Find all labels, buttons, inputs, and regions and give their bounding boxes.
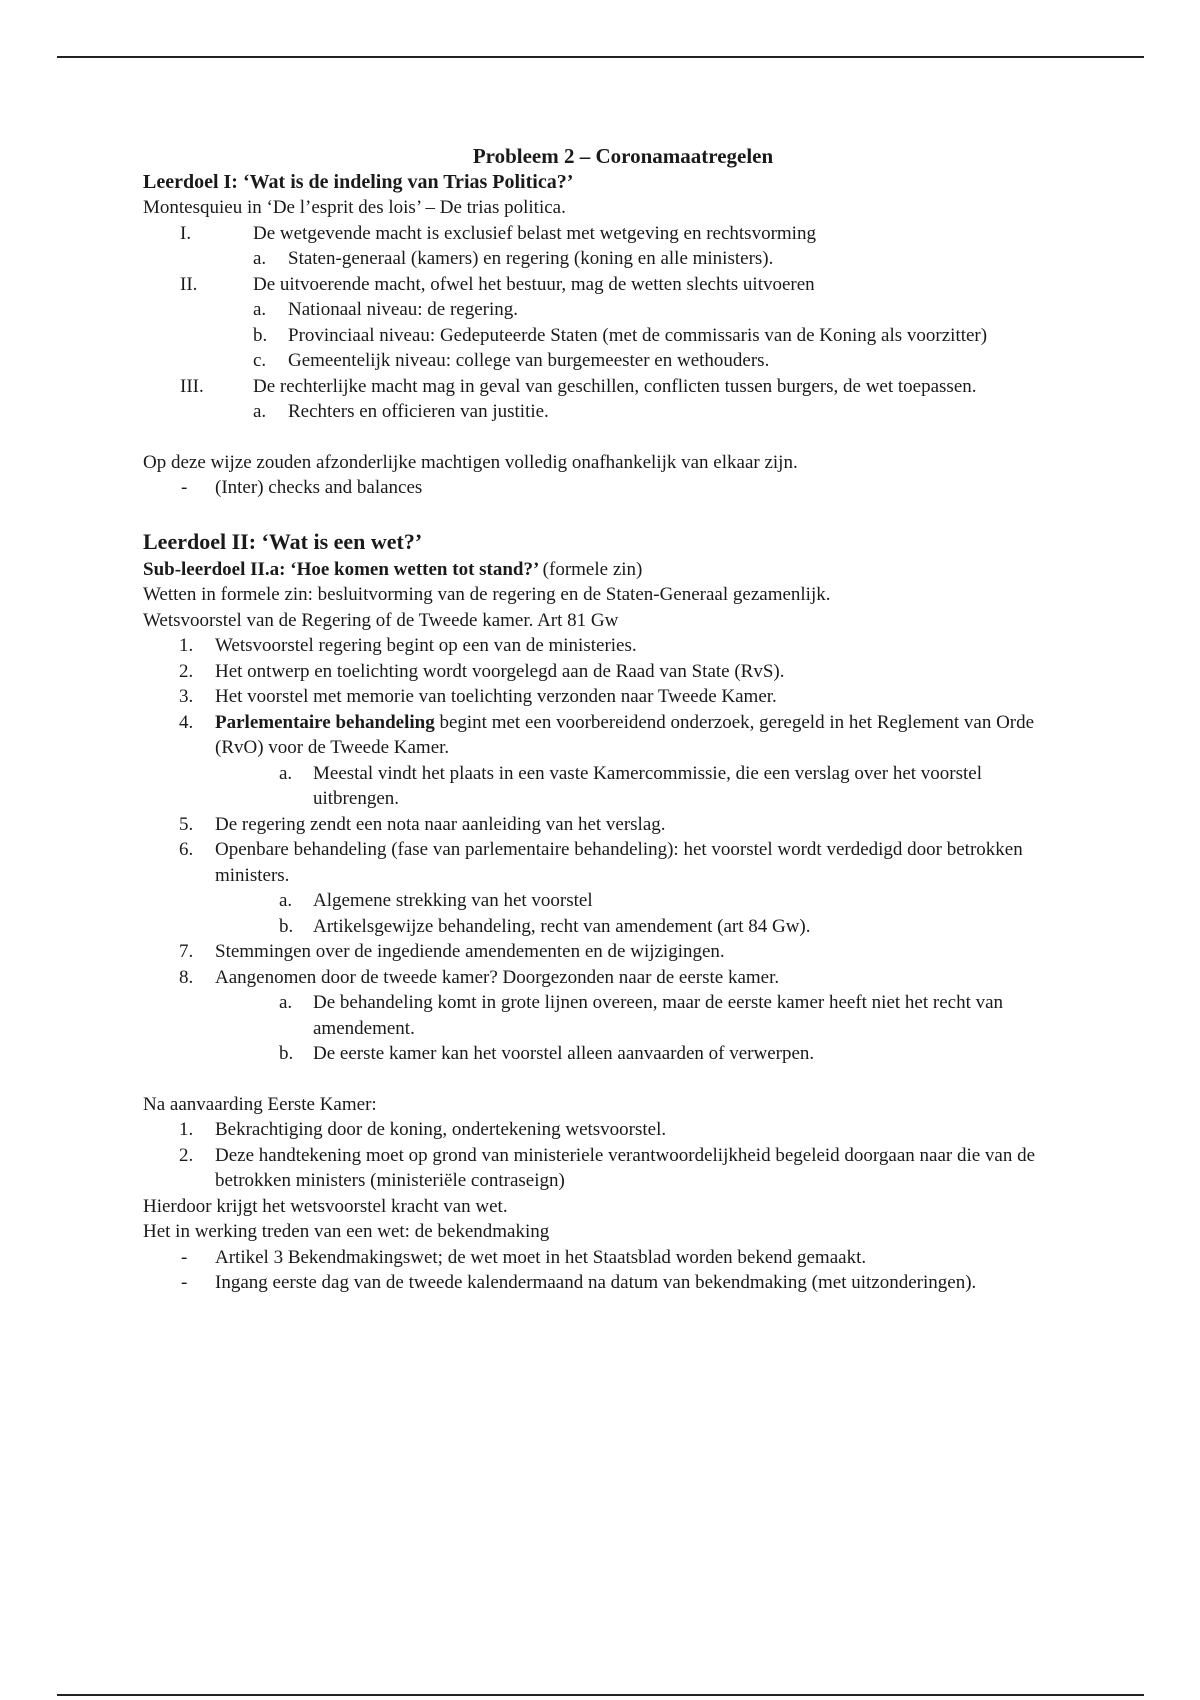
- list-item: III. De rechterlijke macht mag in geval van geschillen, conflicten tussen burgers, de wet toepassen. a. Rechters en officieren van justitie.: [143, 374, 1043, 425]
- list-item: 1. Wetsvoorstel regering begint op een van de ministeries.: [179, 635, 637, 656]
- list-item: 2. Deze handtekening moet op grond van ministeriele verantwoordelijkheid begeleid doorgaan naar die van de betrokken ministers (ministeriële contraseign): [179, 1144, 1036, 1191]
- sub-list: [253, 297, 1043, 374]
- bekendmaking-list: [143, 1245, 1043, 1296]
- document-page: [143, 144, 1043, 1296]
- in-werking-line: Het in werking treden van een wet: de bekendmaking: [143, 1221, 550, 1242]
- list-item: 1. Bekrachtiging door de koning, ondertekening wetsvoorstel.: [179, 1119, 667, 1140]
- leerdoel1-conclusion: Op deze wijze zouden afzonderlijke machtigen volledig onafhankelijk van elkaar zijn.: [143, 451, 798, 473]
- list-item: 8. Aangenomen door de tweede kamer? Doorgezonden naar de eerste kamer. a. De behandeling komt in grote lijnen overeen, maar de eerste kamer heeft niet het recht van amendement. b. De eerste kamer kan het voorstel alleen aanvaarden of verwerpen.: [143, 965, 1043, 1067]
- list-item: - (Inter) checks and balances: [181, 477, 423, 498]
- sub-list: [215, 888, 1043, 939]
- list-item: 2. Het ontwerp en toelichting wordt voorgelegd aan de Raad van State (RvS).: [179, 660, 785, 682]
- list-item: 6. Openbare behandeling (fase van parlementaire behandeling): het voorstel wordt verdedigd door betrokken ministers. a. Algemene strekking van het voorstel b. Artikelsgewijze behandeling, recht van amendement (art 84 Gw).: [143, 837, 1043, 939]
- page-title: Probleem 2 – Coronamaatregelen: [472, 144, 774, 168]
- list-item: a. Algemene strekking van het voorstel: [279, 890, 593, 911]
- list-item: a. Staten-generaal (kamers) en regering (koning en alle ministers).: [253, 248, 774, 269]
- kracht-van-wet-line: Hierdoor krijgt het wetsvoorstel kracht van wet.: [143, 1195, 508, 1217]
- list-item: 4. Parlementaire behandeling begint met een voorbereidend onderzoek, geregeld in het Reglement van Orde (RvO) voor de Tweede Kamer. a. Meestal vindt het plaats in een vaste Kamercommissie, die een verslag over het voorstel uitbrengen.: [143, 710, 1043, 812]
- sub-list: [215, 761, 1043, 812]
- leerdoel1-intro: Montesquieu in ‘De l’esprit des lois’ – De trias politica.: [143, 197, 566, 218]
- list-item: b. De eerste kamer kan het voorstel alleen aanvaarden of verwerpen.: [279, 1043, 815, 1064]
- wetsvoorstel-line: Wetsvoorstel van de Regering of de Tweede kamer. Art 81 Gw: [143, 609, 619, 631]
- sub-list: [253, 399, 1043, 425]
- leerdoel1-heading: Leerdoel I: ‘Wat is de indeling van Trias Politica?’: [143, 170, 574, 193]
- list-item: a. Rechters en officieren van justitie.: [253, 401, 549, 422]
- list-item: c. Gemeentelijk niveau: college van burgemeester en wethouders.: [253, 350, 770, 371]
- list-item: I. De wetgevende macht is exclusief belast met wetgeving en rechtsvorming a. Staten-generaal (kamers) en regering (koning en alle ministers).: [143, 221, 1043, 272]
- bottom-rule: [57, 1694, 1144, 1696]
- list-item: - Artikel 3 Bekendmakingswet; de wet moet in het Staatsblad worden bekend gemaakt.: [181, 1246, 867, 1268]
- list-item: 7. Stemmingen over de ingediende amendementen en de wijzigingen.: [179, 941, 725, 962]
- subleerdoel-heading: Sub-leerdoel II.a: ‘Hoe komen wetten tot stand?’ (formele zin): [143, 558, 643, 580]
- list-item: b. Provinciaal niveau: Gedeputeerde Staten (met de commissaris van de Koning als voorzitter): [253, 324, 988, 346]
- na-aanvaarding-heading: Na aanvaarding Eerste Kamer:: [143, 1093, 377, 1115]
- top-rule: [57, 56, 1144, 58]
- list-item: a. Nationaal niveau: de regering.: [253, 299, 519, 320]
- list-item: a. Meestal vindt het plaats in een vaste Kamercommissie, die een verslag over het voorstel uitbrengen.: [279, 762, 983, 809]
- list-item: - Ingang eerste dag van de tweede kalendermaand na datum van bekendmaking (met uitzonderingen).: [181, 1272, 977, 1293]
- list-item: b. Artikelsgewijze behandeling, recht van amendement (art 84 Gw).: [279, 915, 811, 937]
- sub-list: [215, 990, 1043, 1067]
- sub-list: [253, 246, 1043, 272]
- list-item: II. De uitvoerende macht, ofwel het bestuur, mag de wetten slechts uitvoeren a. Nationaal niveau: de regering. b. Provinciaal niveau: Gedeputeerde Staten (met de commissaris van de Koning als voorzitter) c. Gemeentelijk niveau: college van burgemeester en wethouders.: [143, 272, 1043, 374]
- list-item: 5. De regering zendt een nota naar aanleiding van het verslag.: [179, 813, 666, 835]
- list-item: a. De behandeling komt in grote lijnen overeen, maar de eerste kamer heeft niet het recht van amendement.: [279, 992, 1004, 1039]
- formele-zin-line: Wetten in formele zin: besluitvorming van de regering en de Staten-Generaal gezamenlijk.: [143, 584, 831, 605]
- dash-list: [143, 475, 1043, 501]
- wetgeving-steps: [143, 633, 1043, 1067]
- trias-list: [143, 221, 1043, 425]
- na-aanvaarding-steps: [143, 1117, 1043, 1194]
- leerdoel2-heading: Leerdoel II: ‘Wat is een wet?’: [143, 528, 423, 554]
- list-item: 3. Het voorstel met memorie van toelichting verzonden naar Tweede Kamer.: [179, 686, 777, 707]
